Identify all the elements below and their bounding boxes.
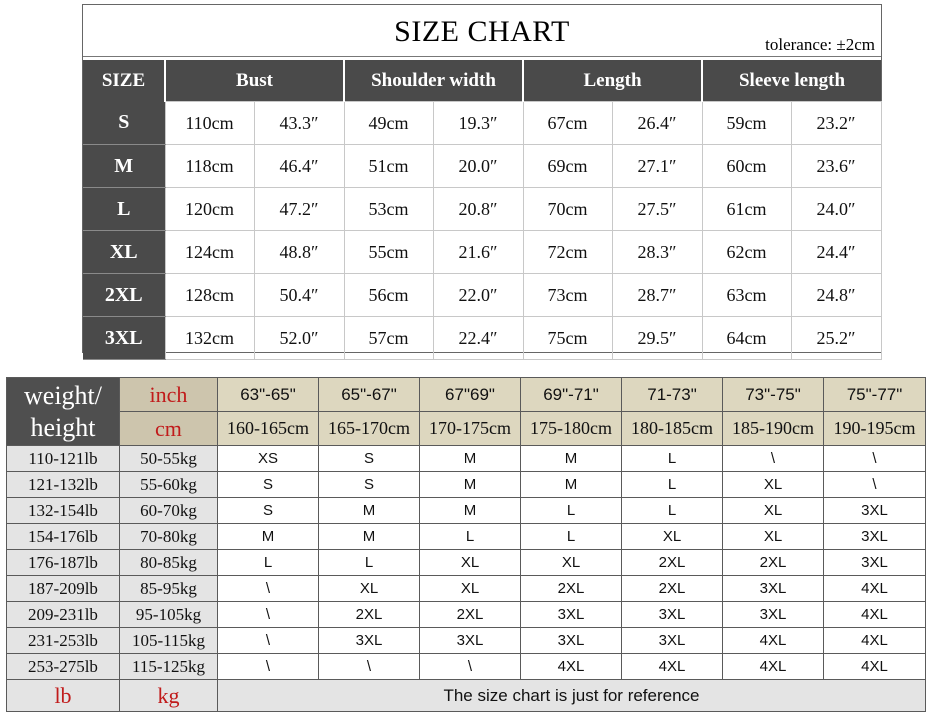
recommended-size-cell: L: [622, 446, 723, 472]
measurement-cell: 19.3″: [433, 102, 523, 145]
recommended-size-cell: 2XL: [420, 602, 521, 628]
measurement-cell: 120cm: [165, 188, 254, 231]
measurement-cell: 47.2″: [254, 188, 344, 231]
cm-range-header: 165-170cm: [319, 412, 420, 446]
size-measurement-table: [83, 60, 882, 360]
recommended-size-cell: 4XL: [824, 576, 926, 602]
header-length: Length: [523, 60, 702, 102]
recommended-size-cell: 3XL: [824, 498, 926, 524]
cm-range-header: 160-165cm: [218, 412, 319, 446]
weight-kg-cell: 55-60kg: [120, 472, 218, 498]
measurement-cell: 124cm: [165, 231, 254, 274]
measurement-cell: 59cm: [702, 102, 791, 145]
measurement-cell: 69cm: [523, 145, 612, 188]
footer-row: [7, 680, 926, 712]
measurement-cell: 46.4″: [254, 145, 344, 188]
recommended-size-cell: 3XL: [723, 602, 824, 628]
cm-range-header: 185-190cm: [723, 412, 824, 446]
measurement-cell: 61cm: [702, 188, 791, 231]
measurement-cell: 55cm: [344, 231, 433, 274]
measurement-cell: 23.6″: [791, 145, 881, 188]
size-label: M: [83, 145, 165, 188]
inch-range-header: 73"-75": [723, 378, 824, 412]
measurement-cell: 70cm: [523, 188, 612, 231]
weight-lb-cell: 187-209lb: [7, 576, 120, 602]
recommended-size-cell: XL: [420, 550, 521, 576]
weight-lb-cell: 110-121lb: [7, 446, 120, 472]
size-label: 2XL: [83, 274, 165, 317]
size-chart: [82, 4, 882, 353]
measurement-cell: 22.0″: [433, 274, 523, 317]
weight-kg-cell: 115-125kg: [120, 654, 218, 680]
header-sleeve-length: Sleeve length: [702, 60, 881, 102]
inch-range-header: 69"-71": [521, 378, 622, 412]
recommended-size-cell: S: [319, 472, 420, 498]
corner-weight-label: weight/: [24, 380, 102, 410]
weight-kg-cell: 70-80kg: [120, 524, 218, 550]
measurement-cell: 21.6″: [433, 231, 523, 274]
recommended-size-cell: XL: [521, 550, 622, 576]
weight-row: [7, 576, 926, 602]
weight-height-table: [6, 377, 926, 712]
recommended-size-cell: M: [420, 446, 521, 472]
corner-height-label: height: [30, 412, 96, 442]
weight-height-chart: [6, 377, 925, 711]
recommended-size-cell: S: [319, 446, 420, 472]
recommended-size-cell: 3XL: [622, 628, 723, 654]
recommended-size-cell: 4XL: [622, 654, 723, 680]
header-shoulder-width: Shoulder width: [344, 60, 523, 102]
recommended-size-cell: 3XL: [319, 628, 420, 654]
weight-lb-cell: 253-275lb: [7, 654, 120, 680]
size-label: S: [83, 102, 165, 145]
measurement-cell: 26.4″: [612, 102, 702, 145]
measurement-cell: 60cm: [702, 145, 791, 188]
measurement-cell: 48.8″: [254, 231, 344, 274]
recommended-size-cell: S: [218, 472, 319, 498]
size-chart-title: SIZE CHART: [394, 15, 570, 48]
measurement-cell: 27.5″: [612, 188, 702, 231]
measurement-cell: 67cm: [523, 102, 612, 145]
weight-kg-cell: 60-70kg: [120, 498, 218, 524]
cm-range-header: 170-175cm: [420, 412, 521, 446]
measurement-cell: 22.4″: [433, 317, 523, 360]
header-size: SIZE: [83, 60, 165, 102]
measurement-cell: 50.4″: [254, 274, 344, 317]
recommended-size-cell: \: [218, 628, 319, 654]
inch-range-header: 75"-77": [824, 378, 926, 412]
measurement-cell: 110cm: [165, 102, 254, 145]
measurement-cell: 49cm: [344, 102, 433, 145]
inch-unit-label: inch: [120, 378, 218, 412]
measurement-cell: 57cm: [344, 317, 433, 360]
measurement-cell: 56cm: [344, 274, 433, 317]
weight-row: [7, 472, 926, 498]
recommended-size-cell: 4XL: [723, 654, 824, 680]
weight-row: [7, 550, 926, 576]
measurement-cell: 72cm: [523, 231, 612, 274]
recommended-size-cell: 3XL: [622, 602, 723, 628]
measurement-cell: 51cm: [344, 145, 433, 188]
recommended-size-cell: \: [218, 654, 319, 680]
measurement-cell: 62cm: [702, 231, 791, 274]
weight-row: [7, 498, 926, 524]
size-chart-header-row: [83, 60, 881, 102]
weight-row: [7, 524, 926, 550]
recommended-size-cell: \: [319, 654, 420, 680]
measurement-cell: 20.8″: [433, 188, 523, 231]
footer-kg-label: kg: [120, 680, 218, 712]
weight-kg-cell: 50-55kg: [120, 446, 218, 472]
inch-range-header: 63"-65": [218, 378, 319, 412]
size-chart-title-bar: [83, 5, 881, 57]
recommended-size-cell: 3XL: [420, 628, 521, 654]
weight-lb-cell: 121-132lb: [7, 472, 120, 498]
measurement-cell: 63cm: [702, 274, 791, 317]
recommended-size-cell: \: [420, 654, 521, 680]
weight-row: [7, 446, 926, 472]
measurement-cell: 132cm: [165, 317, 254, 360]
recommended-size-cell: \: [218, 576, 319, 602]
measurement-cell: 24.4″: [791, 231, 881, 274]
recommended-size-cell: L: [319, 550, 420, 576]
recommended-size-cell: \: [824, 472, 926, 498]
recommended-size-cell: M: [420, 498, 521, 524]
header-bust: Bust: [165, 60, 344, 102]
measurement-cell: 43.3″: [254, 102, 344, 145]
weight-height-corner: [7, 378, 120, 446]
recommended-size-cell: 4XL: [723, 628, 824, 654]
recommended-size-cell: L: [622, 472, 723, 498]
tolerance-note: tolerance: ±2cm: [765, 35, 875, 54]
cm-header-row: [7, 412, 926, 446]
recommended-size-cell: XL: [319, 576, 420, 602]
measurement-cell: 128cm: [165, 274, 254, 317]
recommended-size-cell: 2XL: [319, 602, 420, 628]
recommended-size-cell: 4XL: [824, 602, 926, 628]
measurement-cell: 28.3″: [612, 231, 702, 274]
inch-range-header: 71-73": [622, 378, 723, 412]
recommended-size-cell: L: [521, 498, 622, 524]
recommended-size-cell: 4XL: [521, 654, 622, 680]
recommended-size-cell: XS: [218, 446, 319, 472]
weight-row: [7, 602, 926, 628]
recommended-size-cell: XL: [723, 498, 824, 524]
recommended-size-cell: 2XL: [723, 550, 824, 576]
recommended-size-cell: M: [521, 446, 622, 472]
inch-range-header: 65"-67": [319, 378, 420, 412]
weight-lb-cell: 231-253lb: [7, 628, 120, 654]
recommended-size-cell: XL: [622, 524, 723, 550]
measurement-cell: 73cm: [523, 274, 612, 317]
recommended-size-cell: M: [319, 498, 420, 524]
recommended-size-cell: \: [824, 446, 926, 472]
footer-lb-label: lb: [7, 680, 120, 712]
recommended-size-cell: XL: [723, 472, 824, 498]
size-row: [83, 188, 881, 231]
recommended-size-cell: 3XL: [723, 576, 824, 602]
weight-kg-cell: 105-115kg: [120, 628, 218, 654]
measurement-cell: 64cm: [702, 317, 791, 360]
weight-row: [7, 628, 926, 654]
measurement-cell: 27.1″: [612, 145, 702, 188]
cm-unit-label: cm: [120, 412, 218, 446]
recommended-size-cell: 3XL: [824, 550, 926, 576]
recommended-size-cell: M: [319, 524, 420, 550]
recommended-size-cell: M: [521, 472, 622, 498]
recommended-size-cell: 4XL: [824, 654, 926, 680]
measurement-cell: 24.0″: [791, 188, 881, 231]
weight-kg-cell: 80-85kg: [120, 550, 218, 576]
recommended-size-cell: 4XL: [824, 628, 926, 654]
size-row: [83, 231, 881, 274]
measurement-cell: 24.8″: [791, 274, 881, 317]
size-row: [83, 274, 881, 317]
recommended-size-cell: M: [218, 524, 319, 550]
recommended-size-cell: S: [218, 498, 319, 524]
weight-kg-cell: 85-95kg: [120, 576, 218, 602]
recommended-size-cell: 3XL: [824, 524, 926, 550]
recommended-size-cell: \: [218, 602, 319, 628]
recommended-size-cell: 3XL: [521, 602, 622, 628]
recommended-size-cell: XL: [420, 576, 521, 602]
inch-range-header: 67"69": [420, 378, 521, 412]
weight-lb-cell: 132-154lb: [7, 498, 120, 524]
size-row: [83, 102, 881, 145]
recommended-size-cell: L: [420, 524, 521, 550]
size-label: XL: [83, 231, 165, 274]
size-row: [83, 317, 881, 360]
cm-range-header: 175-180cm: [521, 412, 622, 446]
recommended-size-cell: \: [723, 446, 824, 472]
recommended-size-cell: XL: [723, 524, 824, 550]
measurement-cell: 52.0″: [254, 317, 344, 360]
recommended-size-cell: 3XL: [521, 628, 622, 654]
size-row: [83, 145, 881, 188]
recommended-size-cell: L: [218, 550, 319, 576]
measurement-cell: 29.5″: [612, 317, 702, 360]
recommended-size-cell: L: [521, 524, 622, 550]
recommended-size-cell: 2XL: [622, 576, 723, 602]
size-label: 3XL: [83, 317, 165, 360]
measurement-cell: 25.2″: [791, 317, 881, 360]
measurement-cell: 23.2″: [791, 102, 881, 145]
size-label: L: [83, 188, 165, 231]
weight-lb-cell: 176-187lb: [7, 550, 120, 576]
weight-row: [7, 654, 926, 680]
recommended-size-cell: M: [420, 472, 521, 498]
measurement-cell: 53cm: [344, 188, 433, 231]
cm-range-header: 180-185cm: [622, 412, 723, 446]
measurement-cell: 28.7″: [612, 274, 702, 317]
measurement-cell: 75cm: [523, 317, 612, 360]
recommended-size-cell: 2XL: [622, 550, 723, 576]
recommended-size-cell: 2XL: [521, 576, 622, 602]
recommended-size-cell: L: [622, 498, 723, 524]
weight-lb-cell: 209-231lb: [7, 602, 120, 628]
cm-range-header: 190-195cm: [824, 412, 926, 446]
weight-lb-cell: 154-176lb: [7, 524, 120, 550]
reference-note: The size chart is just for reference: [218, 680, 926, 712]
measurement-cell: 20.0″: [433, 145, 523, 188]
weight-kg-cell: 95-105kg: [120, 602, 218, 628]
inch-header-row: [7, 378, 926, 412]
measurement-cell: 118cm: [165, 145, 254, 188]
